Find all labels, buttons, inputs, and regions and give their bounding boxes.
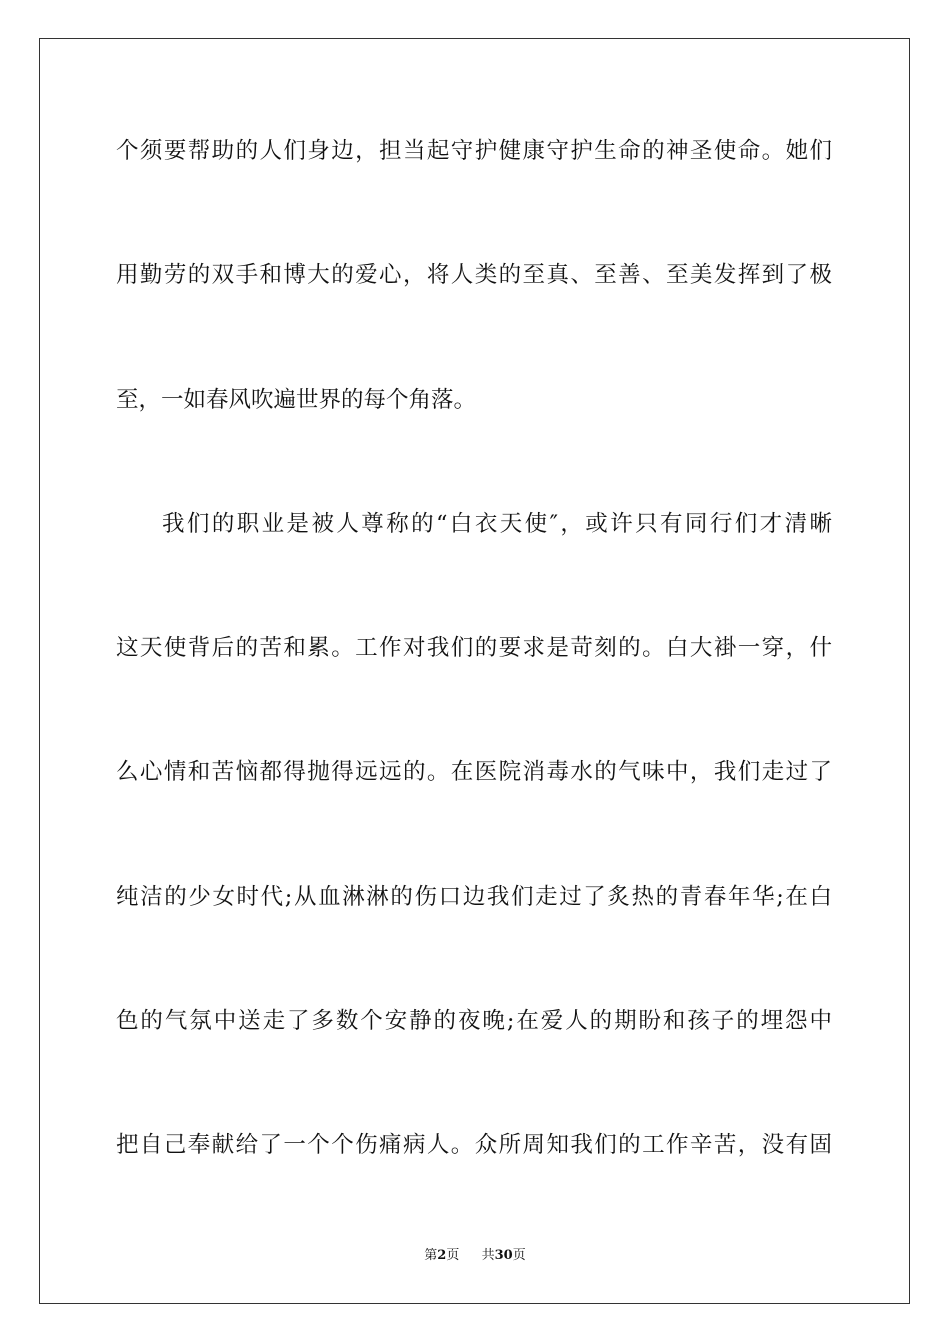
text-line: 用勤劳的双手和博大的爱心，将人类的至真、至善、至美发挥到了极	[116, 262, 832, 288]
page-border	[39, 38, 910, 1304]
text-line: 把自己奉献给了一个个伤痛病人。众所周知我们的工作辛苦，没有固	[116, 1132, 832, 1158]
text-line: 至，一如春风吹遍世界的每个角落。	[116, 387, 477, 413]
text-line: 个须要帮助的人们身边，担当起守护健康守护生命的神圣使命。她们	[116, 138, 832, 164]
page-footer	[0, 1247, 950, 1265]
text-line: 这天使背后的苦和累。工作对我们的要求是苛刻的。白大褂一穿，什	[116, 635, 832, 661]
text-line: 纯洁的少女时代;从血淋淋的伤口边我们走过了炙热的青春年华;在白	[116, 884, 832, 910]
text-line: 么心情和苦恼都得抛得远远的。在医院消毒水的气味中，我们走过了	[116, 759, 832, 785]
page-total: 共30页	[481, 1248, 526, 1263]
text-line: 色的气氛中送走了多数个安静的夜晚;在爱人的期盼和孩子的埋怨中	[116, 1008, 832, 1034]
page-number: 第2页	[424, 1248, 460, 1263]
paragraph-first-line: 我们的职业是被人尊称的“白衣天使″，或许只有同行们才清晰	[162, 511, 832, 537]
